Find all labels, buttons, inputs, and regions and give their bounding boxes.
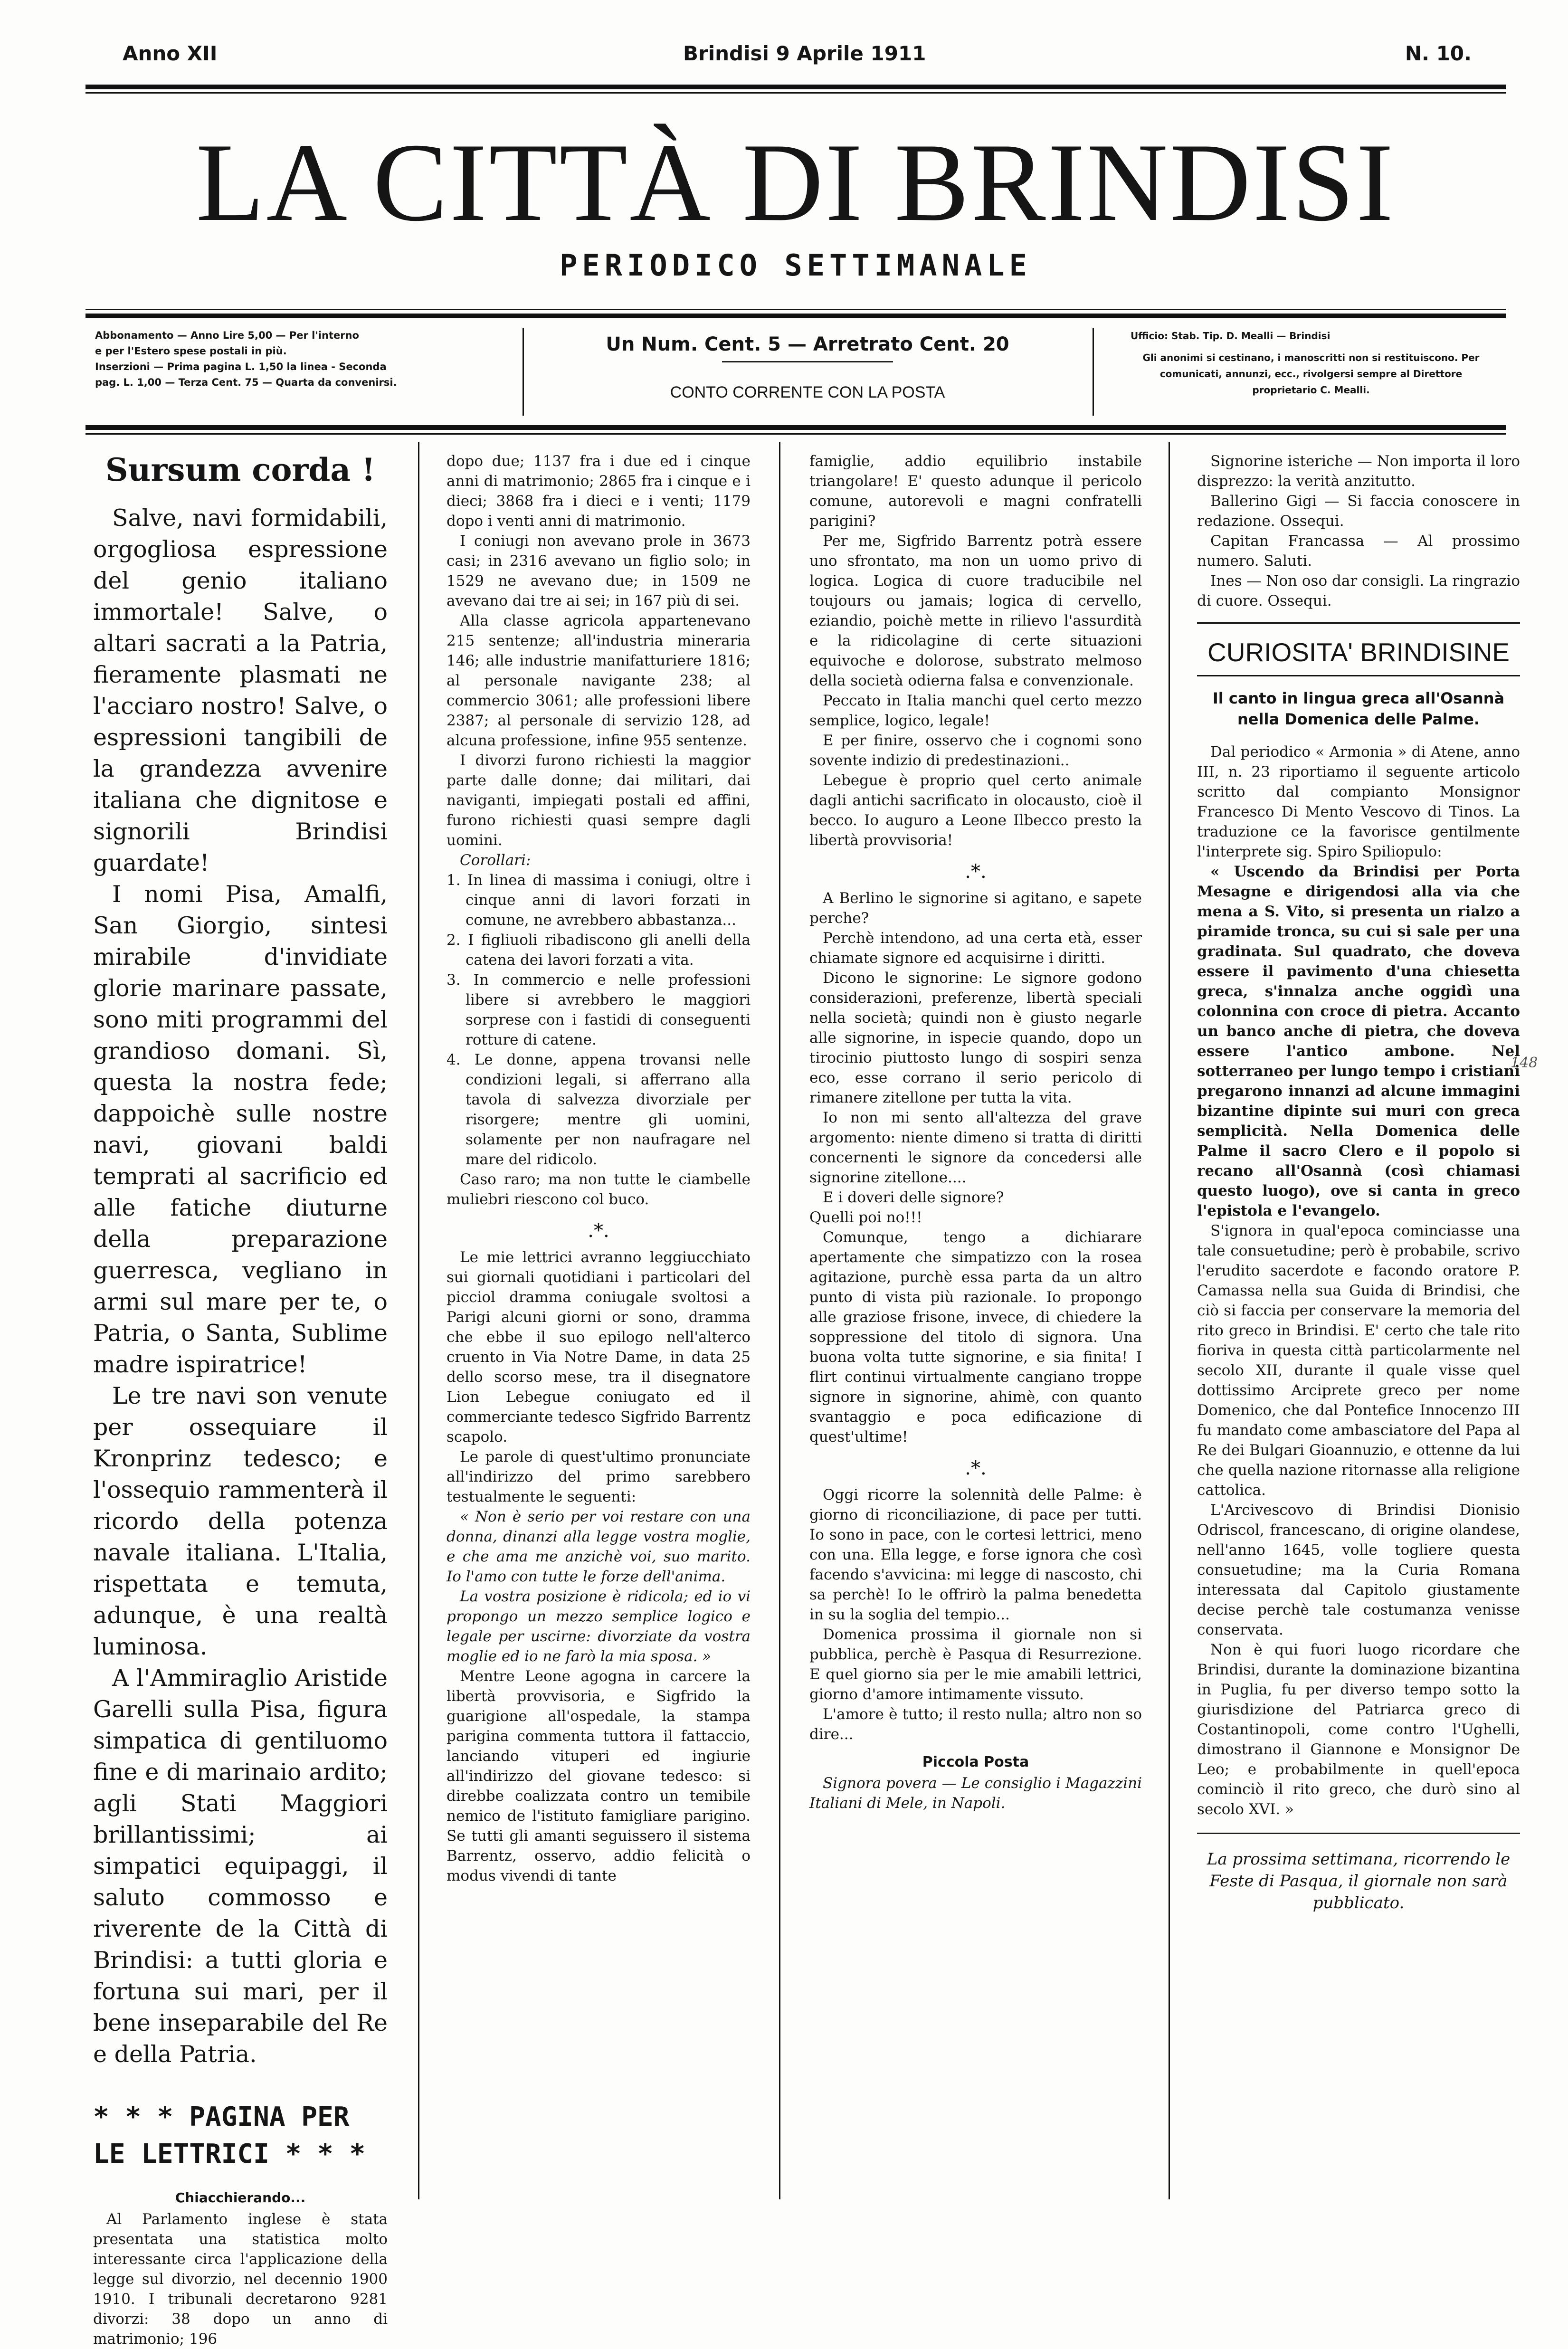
paragraph: Salve, navi formidabili, orgogliosa espressione del genio italiano immortale! Salve, o altari sacrati a la Patria, fieramente plasmati ne l'acciaro nostro! Salve, o espressioni tangibili de la grandezza avvenire italiana che dignitose e signorili Brindisi guardate!: [93, 504, 388, 876]
article-body: [93, 503, 388, 2070]
price-info: [561, 328, 1055, 418]
section-title: CURIOSITA' BRINDISINE: [1207, 637, 1510, 667]
paragraph: I divorzi furono richiesti la maggior parte dalle donne; dai militari, dai naviganti, impiegati postali ed affini, furono richiesti quasi sempre dagli uomini.: [447, 752, 751, 849]
footer-note: La prossima settimana, ricorrendo le Feste di Pasqua, il giornale non sarà pubblicato.: [1207, 1850, 1511, 1912]
paragraph: Non è qui fuori luogo ricordare che Brindisi, durante la dominazione bizantina in Puglia, fu per diverso tempo sotto la giurisdizione del Patriarca greco di Costantinopoli, come contro l'Ughelli, dimostrano il Giannone e Monsignor De Leo; e probabilmente in quell'epoca cominciò il rito greco, che durò sino al secolo XVI. »: [1197, 1641, 1520, 1818]
price-rule: [722, 361, 893, 362]
paragraph: Le parole di quest'ultimo pronunciate all'indirizzo del primo sarebbero testualmente le seguenti:: [447, 1448, 751, 1505]
paragraph: E i doveri delle signore?: [823, 1189, 1004, 1206]
paragraph: Comunque, tengo a dichiarare apertamente che simpatizzo con la rosea agitazione, purchè essa parta da un altro punto di vista più razionale. Io propongo alle graziose frisone, invece, di chiedere la soppressione del titolo di signora. Una buona volta tutte signorine, e sia finita! I flirt continui virtualmente cangiano troppe signore in signorine, ahimè, con quanto svantaggio e poca edificazione di quest'ultime!: [809, 1229, 1142, 1446]
paragraph: A Berlino le signorine si agitano, e sapete perche?: [809, 890, 1142, 927]
article-title: Sursum corda !: [105, 451, 376, 488]
info-line: Abbonamento — Anno Lire 5,00 — Per l'interno: [95, 330, 359, 341]
posta-entry: Signorine isteriche — Non importa il loro disprezzo: la verità anzitutto.: [1197, 453, 1520, 490]
marginal-annotation: 148: [1511, 1055, 1538, 1071]
paragraph: Dal periodico « Armonia » di Atene, anno III, n. 23 riportiamo il seguente articolo scritto dal compianto Monsignor Francesco Di Mento Vescovo di Tinos. La traduzione ce la favorisce gentilmente l'interprete sig. Spiro Spiliopulo:: [1197, 743, 1520, 860]
column-3: [809, 451, 1142, 1813]
paragraph: Signora povera — Le consiglio i Magazzini Italiani di Mele, in Napoli.: [809, 1775, 1142, 1812]
paragraph: S'ignora in qual'epoca cominciasse una tale consuetudine; però è probabile, scrivo l'erudito sacerdote e facondo oratore P. Camassa nella sua Guida di Brindisi, che ciò si faccia per conservare la memoria del rito greco in Brindisi. E' certo che tale rito fioriva in questa città particolarmente nel secolo XII, durante il quale visse quel dottissimo Arciprete greco per nome Domenico, che dal Pontefice Innocenzo III fu mandato come ambasciatore del Papa al Re dei Bulgari Gioannuzio, e ottenne da lui che quella nazione ritornasse alla religione cattolica.: [1197, 1222, 1520, 1499]
paragraph: famiglie, addio equilibrio instabile triangolare! E' questo adunque il pericolo comune, autorevoli e magni confratelli parigini?: [809, 453, 1142, 530]
posta-entry: Ballerino Gigi — Si faccia conoscere in redazione. Ossequi.: [1197, 493, 1520, 530]
paragraph: Perchè intendono, ad una certa età, esser chiamate signore ed acquisirne i diritti.: [809, 930, 1142, 967]
masthead-subtitle: PERIODICO SETTIMANALE: [560, 248, 1032, 283]
list-item: 4. Le donne, appena trovansi nelle condizioni legali, si afferrano alla tavola di salvezza divorziale per risorgere; mentre gli uomini, solamente per non naufragare nel mare del ridicolo.: [447, 1051, 751, 1168]
posta-entry: Capitan Francassa — Al prossimo numero. Saluti.: [1197, 533, 1520, 570]
column-divider: [418, 442, 419, 2199]
date-label: Brindisi 9 Aprile 1911: [683, 42, 926, 65]
quote: « Non è serio per voi restare con una donna, dinanzi alla legge vostra moglie, e che ama me anzichè voi, suo marito. Io l'amo con tutte le forze dell'anima.: [447, 1508, 751, 1585]
column-divider: [779, 442, 780, 2199]
paragraph: Alla classe agricola appartenevano 215 sentenze; all'industria mineraria 146; alle industrie manifatturiere 1816; al personale navigante 238; al commercio 3061; alle professioni libere 2387; al personale di servizio 128, ad alcuna professione, infine 955 sentenze.: [447, 612, 751, 749]
column-2: [447, 451, 751, 1886]
paragraph: Domenica prossima il giornale non si pubblica, perchè è Pasqua di Resurrezione. E quel giorno sia per le mie amabili lettrici, giorno d'amore intimamente vissuto.: [809, 1626, 1142, 1703]
section-title: * * * PAGINA PER LE LETTRICI * * *: [93, 2102, 366, 2169]
office-info: [1131, 328, 1492, 418]
paragraph: A l'Ammiraglio Aristide Garelli sulla Pisa, figura simpatica di gentiluomo fine e di marinaio ardito; agli Stati Maggiori brillantissimi; ai simpatici equipaggi, il saluto commosso e riverente de la Città di Brindisi: a tutti gloria e fortuna sui mari, per il bene inseparabile del Re e della Patria.: [93, 1664, 388, 2068]
header-rule-thin: [86, 92, 1506, 94]
paragraph: L'amore è tutto; il resto nulla; altro non so dire...: [809, 1706, 1142, 1743]
anno-label: Anno XII: [123, 42, 218, 65]
columns-rule-thin: [86, 433, 1506, 435]
paragraph: Io non mi sento all'altezza del grave argomento: niente dimeno si tratta di diritti concernenti le signore da concedersi alle signorine zitellone....: [809, 1109, 1142, 1186]
header-rule: [86, 85, 1506, 89]
masthead-title: LA CITTÀ DI BRINDISI: [196, 121, 1396, 245]
column-divider: [1169, 442, 1170, 2199]
paragraph: Le tre navi son venute per ossequiare il Kronprinz tedesco; e l'ossequio rammenterà il ricordo della potenza navale italiana. L'Italia, rispettata e temuta, adunque, è una realtà luminosa.: [93, 1382, 388, 1660]
paragraph: « Uscendo da Brindisi per Porta Mesagne e dirigendosi alla via che mena a S. Vito, si presenta un rialzo a piramide tronca, su cui si sale per una gradinata. Sul quadrato, che doveva essere il pavimento d'una chiesetta greca, s'innalza anche oggidì una colonnina con croce di pietra. Accanto un banco anche di pietra, che doveva essere l'antico ambone. Nel sotterraneo per lungo tempo i cristiani pregarono innanzi ad alcune immagini bizantine dipinte sui muri con greca semplicità. Nella Domenica delle Palme il sacro Clero e il popolo si recano all'Osannà (così chiamasi questo luogo), ove si canta in greco l'epistola e l'evangelo.: [1197, 863, 1520, 1219]
info-rule-top: [86, 309, 1506, 310]
list-item: 3. In commercio e nelle professioni libere si avrebbero le maggiori sorprese con i fastidi di conseguenti rotture di catene.: [447, 971, 751, 1048]
info-line: e per l'Estero spese postali in più.: [95, 345, 287, 357]
paragraph: Mentre Leone agogna in carcere la libertà provvisoria, e Sigfrido la guarigione all'ospedale, la stampa parigina commenta tuttora il fattaccio, lanciando vituperi ed ingiurie all'indirizzo del giovane tedesco: si direbbe coalizzata contro un temibile nemico de l'istituto famigliare parigino. Se tutti gli amanti seguissero il sistema Barrentz, osservo, addio felicità o modus vivendi di tante: [447, 1668, 751, 1884]
quote: La vostra posizione è ridicola; ed io vi propongo un mezzo semplice logico e legale per uscirne: divorziate da vostra moglie ed io ne farò la mia sposa. »: [447, 1588, 751, 1665]
list-item: 2. I figliuoli ribadiscono gli anelli della catena dei lavori forzati a vita.: [447, 932, 751, 969]
info-line: Inserzioni — Prima pagina L. 1,50 la linea - Seconda: [95, 361, 387, 372]
list-item: 1. In linea di massima i coniugi, oltre i cinque anni di lavori forzati in comune, ne avrebbero abbastanza...: [447, 872, 751, 929]
info-rule-top-thick: [86, 314, 1506, 318]
article-subtitle: Il canto in lingua greca all'Osannà nella Domenica delle Palme.: [1212, 689, 1505, 728]
paragraph: I coniugi non avevano prole in 3673 casi; in 2316 avevano un figlio solo; in 1529 ne avevano due; in 1509 ne avevano dai tre ai sei; in 167 più di sei.: [447, 533, 751, 609]
section-rule: [1197, 675, 1520, 676]
corollari-list: [447, 870, 751, 1170]
issue-number: N. 10.: [1405, 42, 1472, 65]
paragraph: L'Arcivescovo di Brindisi Dionisio Odriscol, francescano, di origine olandese, nell'anno 1645, volle togliere questa consuetudine; ma la Curia Romana interessata dal Capitolo giustamente decise perchè tale costumanza venisse conservata.: [1197, 1502, 1520, 1638]
paragraph: Oggi ricorre la solennità delle Palme: è giorno di riconciliazione, di pace per tutti. Io sono in pace, con le cortesi lettrici, meno con una. Ella legge, e forse ignora che così facendo s'avvicina: mi legge di nascosto, chi sa perchè! Io le offrirò la palma benedetta in su la soglia del tempio...: [809, 1486, 1142, 1623]
paragraph: Dicono le signorine: Le signore godono considerazioni, preferenze, libertà speciali nella società; quindi non è giusto negarle alle signorine, in ispecie quando, dopo un tirocinio piuttosto lungo di sospiri senza eco, esse corrano il serio pericolo di rimanere zitellone per tutta la vita.: [809, 970, 1142, 1106]
office-line: Ufficio: Stab. Tip. D. Mealli — Brindisi: [1131, 330, 1330, 342]
info-divider: [523, 328, 524, 416]
postal-account: CONTO CORRENTE CON LA POSTA: [670, 383, 945, 401]
posta-entry: Ines — Non oso dar consigli. La ringrazio di cuore. Ossequi.: [1197, 572, 1520, 609]
subscription-info: [95, 328, 485, 418]
paragraph: I nomi Pisa, Amalfi, San Giorgio, sintesi mirabile d'invidiate glorie marinare passate, sono miti programmi del grandioso domani. Sì, questa la nostra fede; dappoichè sulle nostre navi, giovani baldi temprati al sacrificio ed alle fatiche diuturne della preparazione guerresca, vegliano in armi sul mare per te, o Patria, o Santa, Sublime madre ispiratrice!: [93, 881, 388, 1378]
section-rule: [1197, 1833, 1520, 1834]
subsection-title: Piccola Posta: [922, 1754, 1029, 1770]
info-line: pag. L. 1,00 — Terza Cent. 75 — Quarta da convenirsi.: [95, 377, 397, 388]
office-notice: Gli anonimi si cestinano, i manoscritti non si restituiscono. Per comunicati, annunzi, ecc., rivolgersi sempre al Direttore proprietario C. Mealli.: [1142, 352, 1480, 396]
columns-rule: [86, 425, 1506, 430]
section-rule: [1197, 622, 1520, 624]
paragraph: Caso raro; ma non tutte le ciambelle muliebri riescono col buco.: [447, 1171, 751, 1208]
paragraph: dopo due; 1137 fra i due ed i cinque anni di matrimonio; 2865 fra i cinque e i dieci; 3868 fra i dieci e i venti; 1179 dopo i venti anni di matrimonio.: [447, 453, 751, 530]
paragraph: Quelli poi no!!!: [809, 1209, 922, 1226]
section-separator: .*.: [965, 861, 987, 883]
column-4: [1197, 451, 1520, 1914]
paragraph: E per finire, osservo che i cognomi sono sovente indizio di predestinazioni..: [809, 732, 1142, 769]
paragraph: Per me, Sigfrido Barrentz potrà essere uno sfrontato, ma non un uomo privo di logica. Logica di cuore traducibile nel toujours ou jamais; logica di cervello, eziandio, poichè mette in rilievo l'assurdità e la ridicolagine di certe situazioni equivoche e dolorose, substrato melmoso della società odierna falsa e convenzionale.: [809, 533, 1142, 689]
price-label: Un Num. Cent. 5 — Arretrato Cent. 20: [606, 333, 1009, 355]
subsection-title: Chiacchierando...: [175, 2190, 306, 2206]
section-separator: .*.: [965, 1457, 987, 1479]
paragraph: Lebegue è proprio quel certo animale dagli antichi sacrificato in olocausto, cioè il becco. Io auguro a Leone Ilbecco presto la libertà provvisoria!: [809, 772, 1142, 849]
paragraph: Peccato in Italia manchi quel certo mezzo semplice, logico, legale!: [809, 692, 1142, 729]
paragraph: Al Parlamento inglese è stata presentata una statistica molto interessante circa l'applicazione della legge sul divorzio, nel decennio 1900 1910. I tribunali decretarono 9281 divorzi: 38 dopo un anno di matrimonio; 196: [93, 2211, 388, 2348]
paragraph: Le mie lettrici avranno leggiucchiato sui giornali quotidiani i particolari del picciol dramma coniugale svoltosi a Parigi alcuni giorni or sono, dramma che ebbe il suo epilogo nell'alterco cruento in Via Notre Dame, in data 25 dello scorso mese, tra il disegnatore Lion Lebegue coniugato ed il commerciante tedesco Sigfrido Barrentz scapolo.: [447, 1249, 751, 1446]
section-separator: .*.: [588, 1220, 609, 1242]
column-1: [93, 451, 388, 2349]
info-divider: [1093, 328, 1094, 416]
corollari-label: Corollari:: [460, 852, 531, 869]
top-line: [123, 42, 1472, 80]
